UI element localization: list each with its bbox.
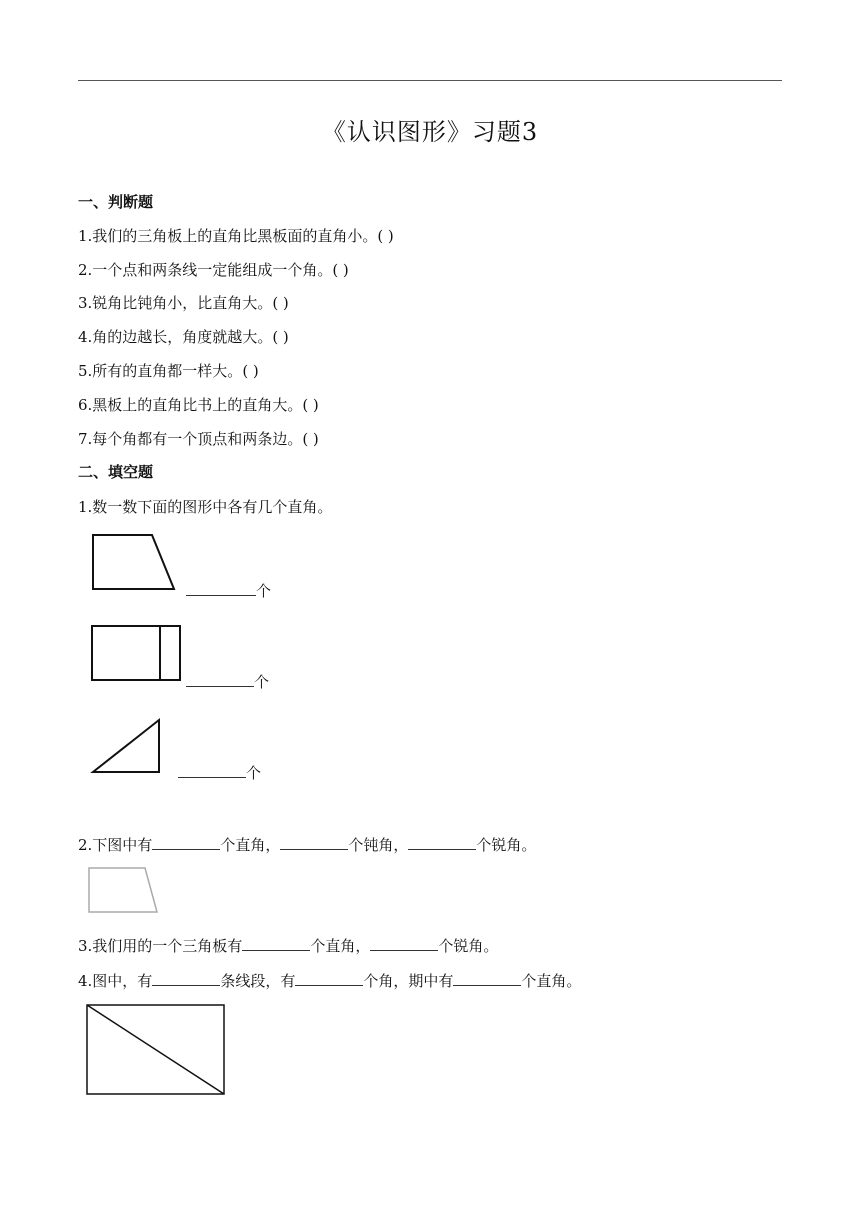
unit-label: 个 (246, 764, 262, 782)
header-rule (78, 80, 782, 81)
judgment-item-5: 5.所有的直角都一样大。( ) (78, 362, 259, 380)
judgment-item-2: 2.一个点和两条线一定能组成一个角。( ) (78, 261, 349, 279)
answer-blank[interactable] (152, 835, 220, 850)
unit-label: 个 (256, 582, 272, 600)
judgment-item-4: 4.角的边越长，角度就越大。( ) (78, 328, 289, 346)
answer-blank[interactable] (178, 763, 246, 778)
rectangle-diagonal-figure (0, 0, 1, 1)
judgment-item-6: 6.黑板上的直角比书上的直角大。( ) (78, 396, 319, 414)
answer-blank[interactable] (186, 672, 254, 687)
answer-blank[interactable] (408, 835, 476, 850)
answer-blank[interactable] (280, 835, 348, 850)
fill-question-3: 3.我们用的一个三角板有 个直角， 个锐角。 (78, 937, 499, 955)
answer-row-2 (186, 671, 269, 692)
answer-row-3 (178, 762, 261, 783)
section-heading-judgment: 一、判断题 (78, 193, 154, 211)
answer-blank[interactable] (152, 971, 220, 986)
fill-question-1: 1.数一数下面的图形中各有几个直角。 (78, 498, 333, 516)
answer-blank[interactable] (453, 971, 521, 986)
answer-row-1 (186, 580, 271, 601)
judgment-item-7: 7.每个角都有一个顶点和两条边。( ) (78, 430, 319, 448)
judgment-item-3: 3.锐角比钝角小，比直角大。( ) (78, 294, 289, 312)
page-title: 《认识图形》习题3 (321, 118, 539, 146)
fill-question-4: 4.图中，有 条线段，有 个角，期中有 个直角。 (78, 972, 582, 990)
answer-blank[interactable] (242, 936, 310, 951)
unit-label: 个 (254, 673, 270, 691)
answer-blank[interactable] (186, 581, 256, 596)
fill-question-2: 2.下图中有 个直角， 个钝角， 个锐角。 (78, 836, 537, 854)
judgment-item-1: 1.我们的三角板上的直角比黑板面的直角小。( ) (78, 227, 394, 245)
section-heading-fill: 二、填空题 (78, 463, 154, 481)
answer-blank[interactable] (295, 971, 363, 986)
answer-blank[interactable] (370, 936, 438, 951)
